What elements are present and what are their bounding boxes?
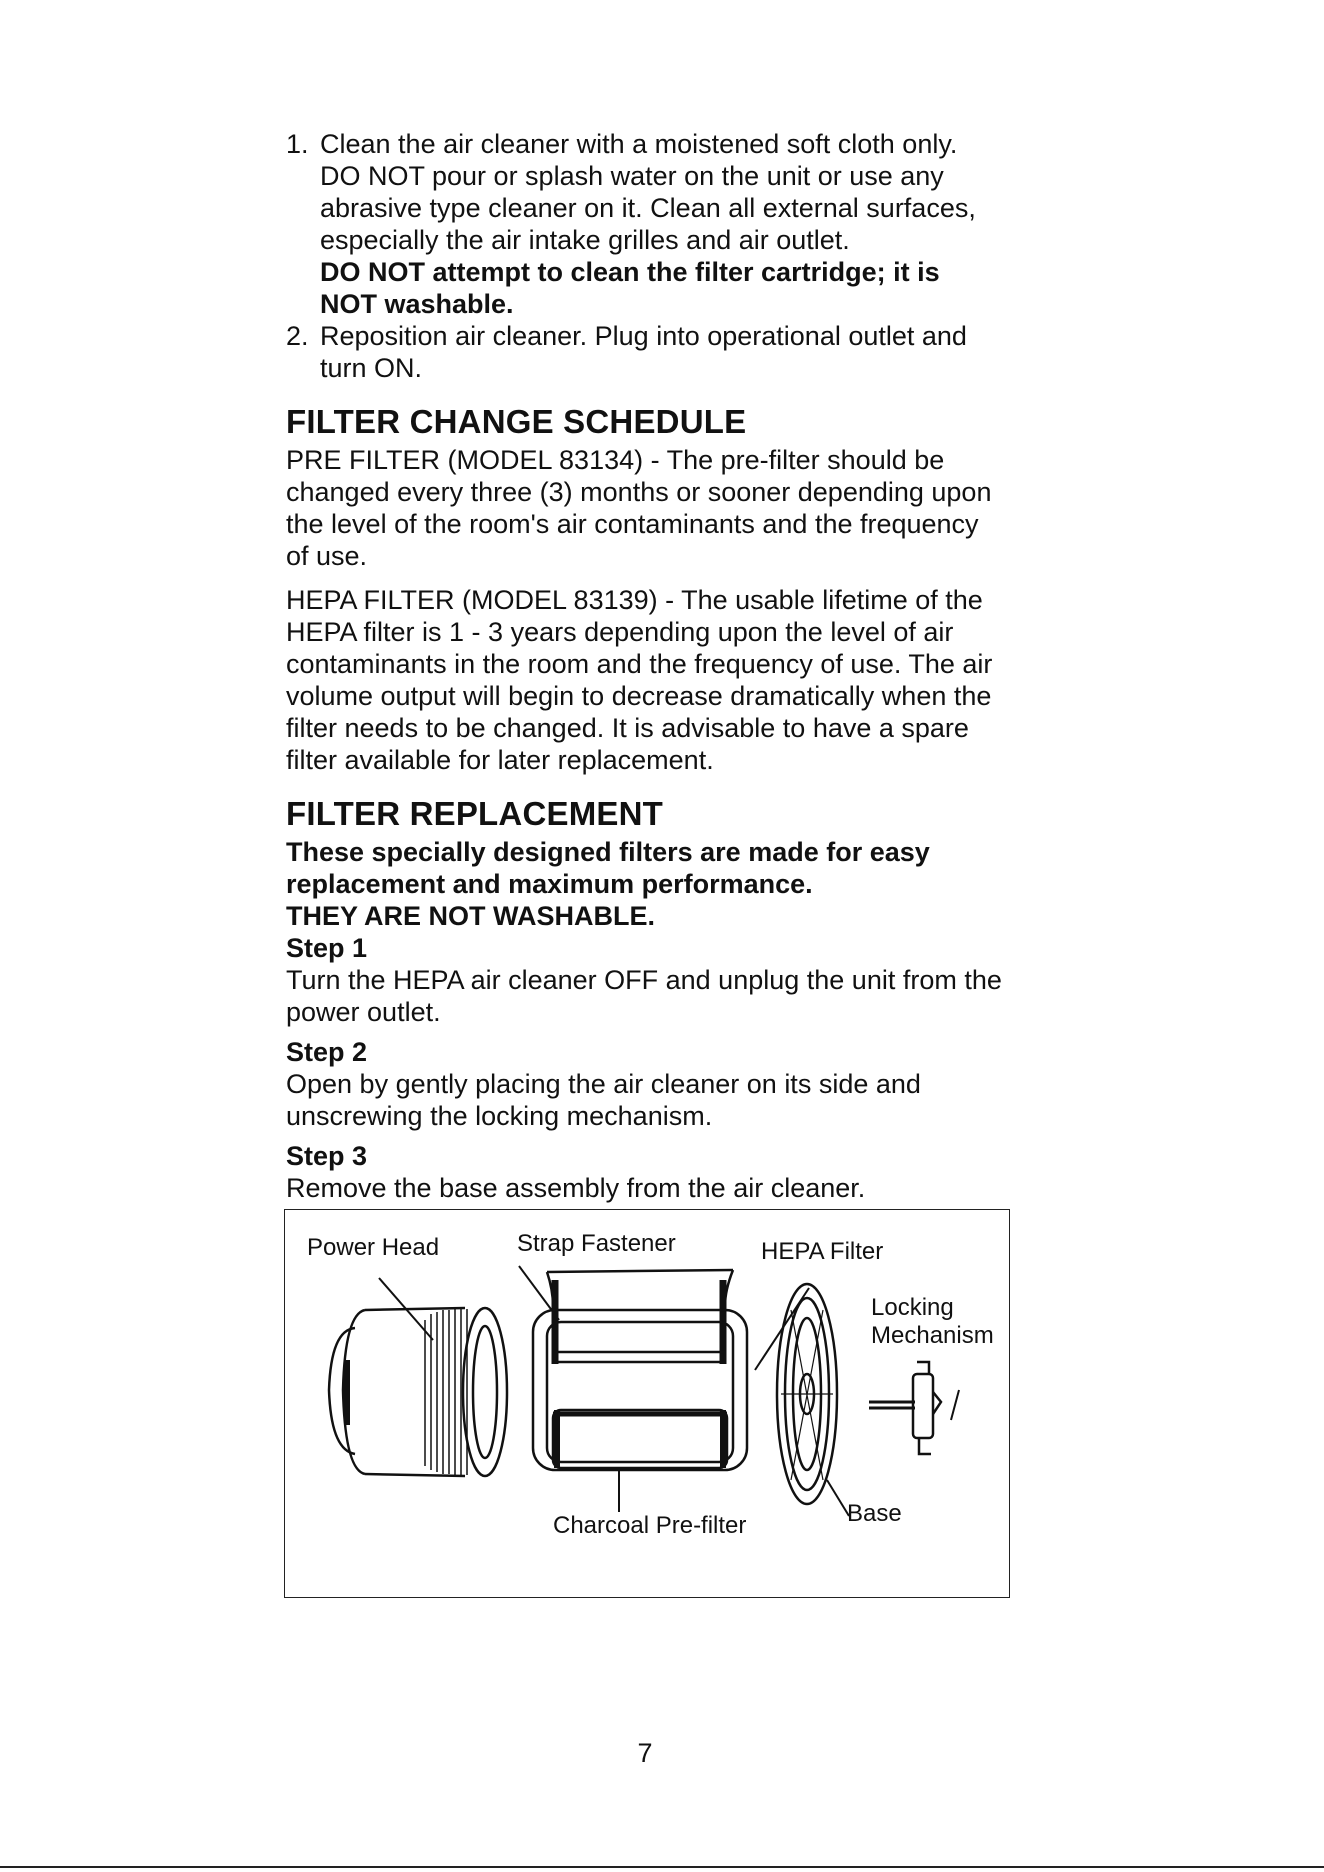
list-number: 1. — [286, 129, 309, 159]
text-line: Turn the HEPA air cleaner OFF and unplug the unit from the — [286, 965, 1002, 995]
step-3-label: Step 3 — [286, 1141, 368, 1171]
power-head-illustration — [329, 1308, 507, 1476]
step-1 — [286, 932, 1046, 1028]
diagram-illustration — [285, 1210, 1011, 1599]
label-power-head: Power Head — [307, 1234, 440, 1261]
step-2 — [286, 1068, 1046, 1132]
text-line: HEPA FILTER (MODEL 83139) - The usable lifetime of the — [286, 585, 983, 615]
label-hepa-filter: HEPA Filter — [761, 1238, 884, 1265]
text-line: the level of the room's air contaminants and the frequency — [286, 509, 979, 539]
text-line: filter needs to be changed. It is advisable to have a spare — [286, 713, 969, 743]
text-line: changed every three (3) months or sooner depending upon — [286, 477, 992, 507]
charcoal-prefilter-illustration — [533, 1270, 747, 1470]
label-base: Base — [847, 1500, 902, 1527]
replacement-intro — [286, 836, 1046, 932]
step-2-label: Step 2 — [286, 1037, 368, 1067]
text-line: Reposition air cleaner. Plug into operational outlet and — [320, 321, 967, 351]
intro-line: replacement and maximum performance. — [286, 869, 813, 899]
text-line: abrasive type cleaner on it. Clean all external surfaces, — [320, 193, 976, 223]
text-line: Open by gently placing the air cleaner on its side and — [286, 1069, 921, 1099]
text-line: DO NOT pour or splash water on the unit or use any — [320, 161, 944, 191]
hepa-filter-illustration — [777, 1284, 837, 1504]
warning-line: NOT washable. — [320, 289, 514, 319]
label-locking: Locking — [871, 1294, 954, 1321]
label-strap-fastener: Strap Fastener — [517, 1230, 676, 1257]
text-line: volume output will begin to decrease dramatically when the — [286, 681, 992, 711]
locking-mechanism-illustration — [869, 1362, 941, 1454]
manual-page-content — [286, 128, 1046, 1204]
text-line: of use. — [286, 541, 368, 571]
instruction-item-1 — [286, 128, 1046, 320]
text-line: Remove the base assembly from the air cleaner. — [286, 1173, 866, 1203]
text-line: HEPA filter is 1 - 3 years depending upon the level of air — [286, 617, 954, 647]
page-number: 7 — [637, 1738, 653, 1768]
pre-filter-paragraph — [286, 444, 1046, 572]
step-label: Step 1 — [286, 933, 368, 963]
scan-bottom-edge — [0, 1866, 1324, 1868]
text-line: unscrewing the locking mechanism. — [286, 1101, 713, 1131]
text-line: Clean the air cleaner with a moistened soft cloth only. — [320, 129, 958, 159]
instruction-item-2 — [286, 320, 1046, 384]
text-line: PRE FILTER (MODEL 83134) - The pre-filter should be — [286, 445, 945, 475]
text-line: power outlet. — [286, 997, 441, 1027]
filter-change-schedule-heading: FILTER CHANGE SCHEDULE — [286, 403, 747, 440]
text-line: filter available for later replacement. — [286, 745, 714, 775]
text-line: turn ON. — [320, 353, 423, 383]
text-line: especially the air intake grilles and air outlet. — [320, 225, 850, 255]
list-number: 2. — [286, 321, 309, 351]
intro-line: THEY ARE NOT WASHABLE. — [286, 901, 656, 931]
hepa-filter-paragraph — [286, 584, 1046, 776]
warning-line: DO NOT attempt to clean the filter cartridge; it is — [320, 257, 940, 287]
text-line: contaminants in the room and the frequency of use. The air — [286, 649, 993, 679]
exploded-view-diagram — [284, 1209, 1010, 1598]
filter-replacement-heading: FILTER REPLACEMENT — [286, 795, 663, 832]
label-charcoal-prefilter: Charcoal Pre-filter — [553, 1512, 747, 1539]
label-mechanism: Mechanism — [871, 1322, 994, 1349]
step-3 — [286, 1172, 1046, 1204]
intro-line: These specially designed filters are made for easy — [286, 837, 930, 867]
